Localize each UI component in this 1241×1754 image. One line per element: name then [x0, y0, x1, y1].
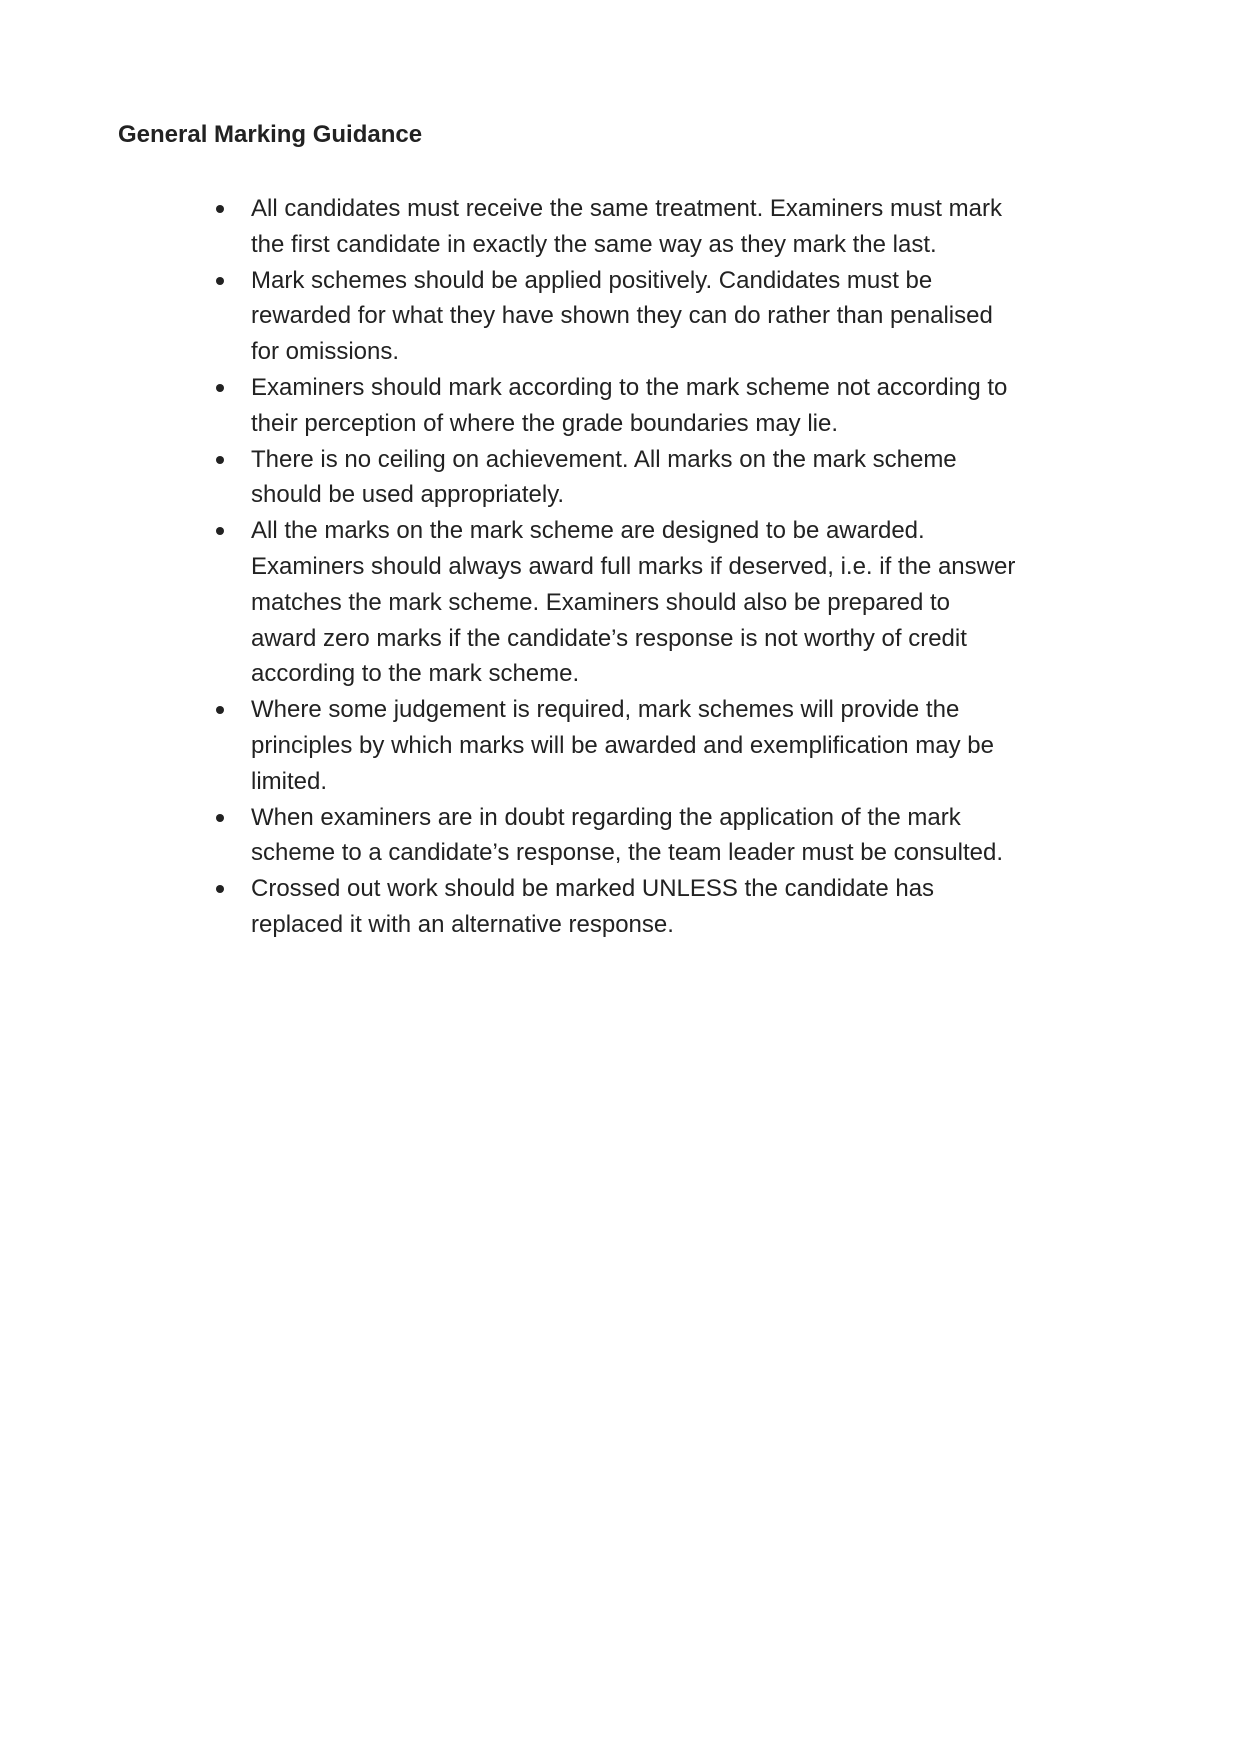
bullet-icon [216, 527, 224, 535]
guidance-item [212, 871, 1018, 943]
bullet-icon [216, 814, 224, 822]
guidance-item [212, 800, 1018, 872]
guidance-text: When examiners are in doubt regarding the application of the mark scheme to a candidate’s response, the team leader must be consulted. [251, 803, 1004, 867]
guidance-text: Examiners should mark according to the mark scheme not according to their perception of where the grade boundaries may lie. [251, 373, 1008, 437]
guidance-text: Mark schemes should be applied positively. Candidates must be rewarded for what they have shown they can do rather than penalised for omissions. [251, 266, 993, 366]
guidance-text: There is no ceiling on achievement. All marks on the mark scheme should be used appropriately. [251, 445, 957, 509]
bullet-icon [216, 706, 224, 714]
guidance-text: Crossed out work should be marked UNLESS the candidate has replaced it with an alternative response. [251, 875, 935, 938]
bullet-icon [216, 456, 224, 464]
guidance-text: Where some judgement is required, mark schemes will provide the principles by which marks will be awarded and exemplification may be limited. [251, 696, 995, 795]
guidance-item [212, 263, 1018, 370]
guidance-text: All the marks on the mark scheme are designed to be awarded. Examiners should always award full marks if deserved, i.e. if the answer matches the mark scheme. Examiners should also be prepared to award zero marks if the candidate’s response is not worthy of credit according to the mark scheme. [251, 517, 1016, 688]
guidance-list [212, 191, 1018, 943]
guidance-item [212, 442, 1018, 514]
guidance-item [212, 513, 1018, 692]
bullet-icon [216, 384, 224, 392]
guidance-text: All candidates must receive the same treatment. Examiners must mark the first candidate in exactly the same way as they mark the last. [251, 195, 1002, 258]
guidance-item [212, 692, 1018, 799]
guidance-item [212, 370, 1018, 442]
bullet-icon [216, 205, 224, 213]
section-heading: General Marking Guidance [118, 121, 423, 148]
guidance-item [212, 191, 1018, 263]
bullet-icon [216, 277, 224, 285]
bullet-icon [216, 885, 224, 893]
